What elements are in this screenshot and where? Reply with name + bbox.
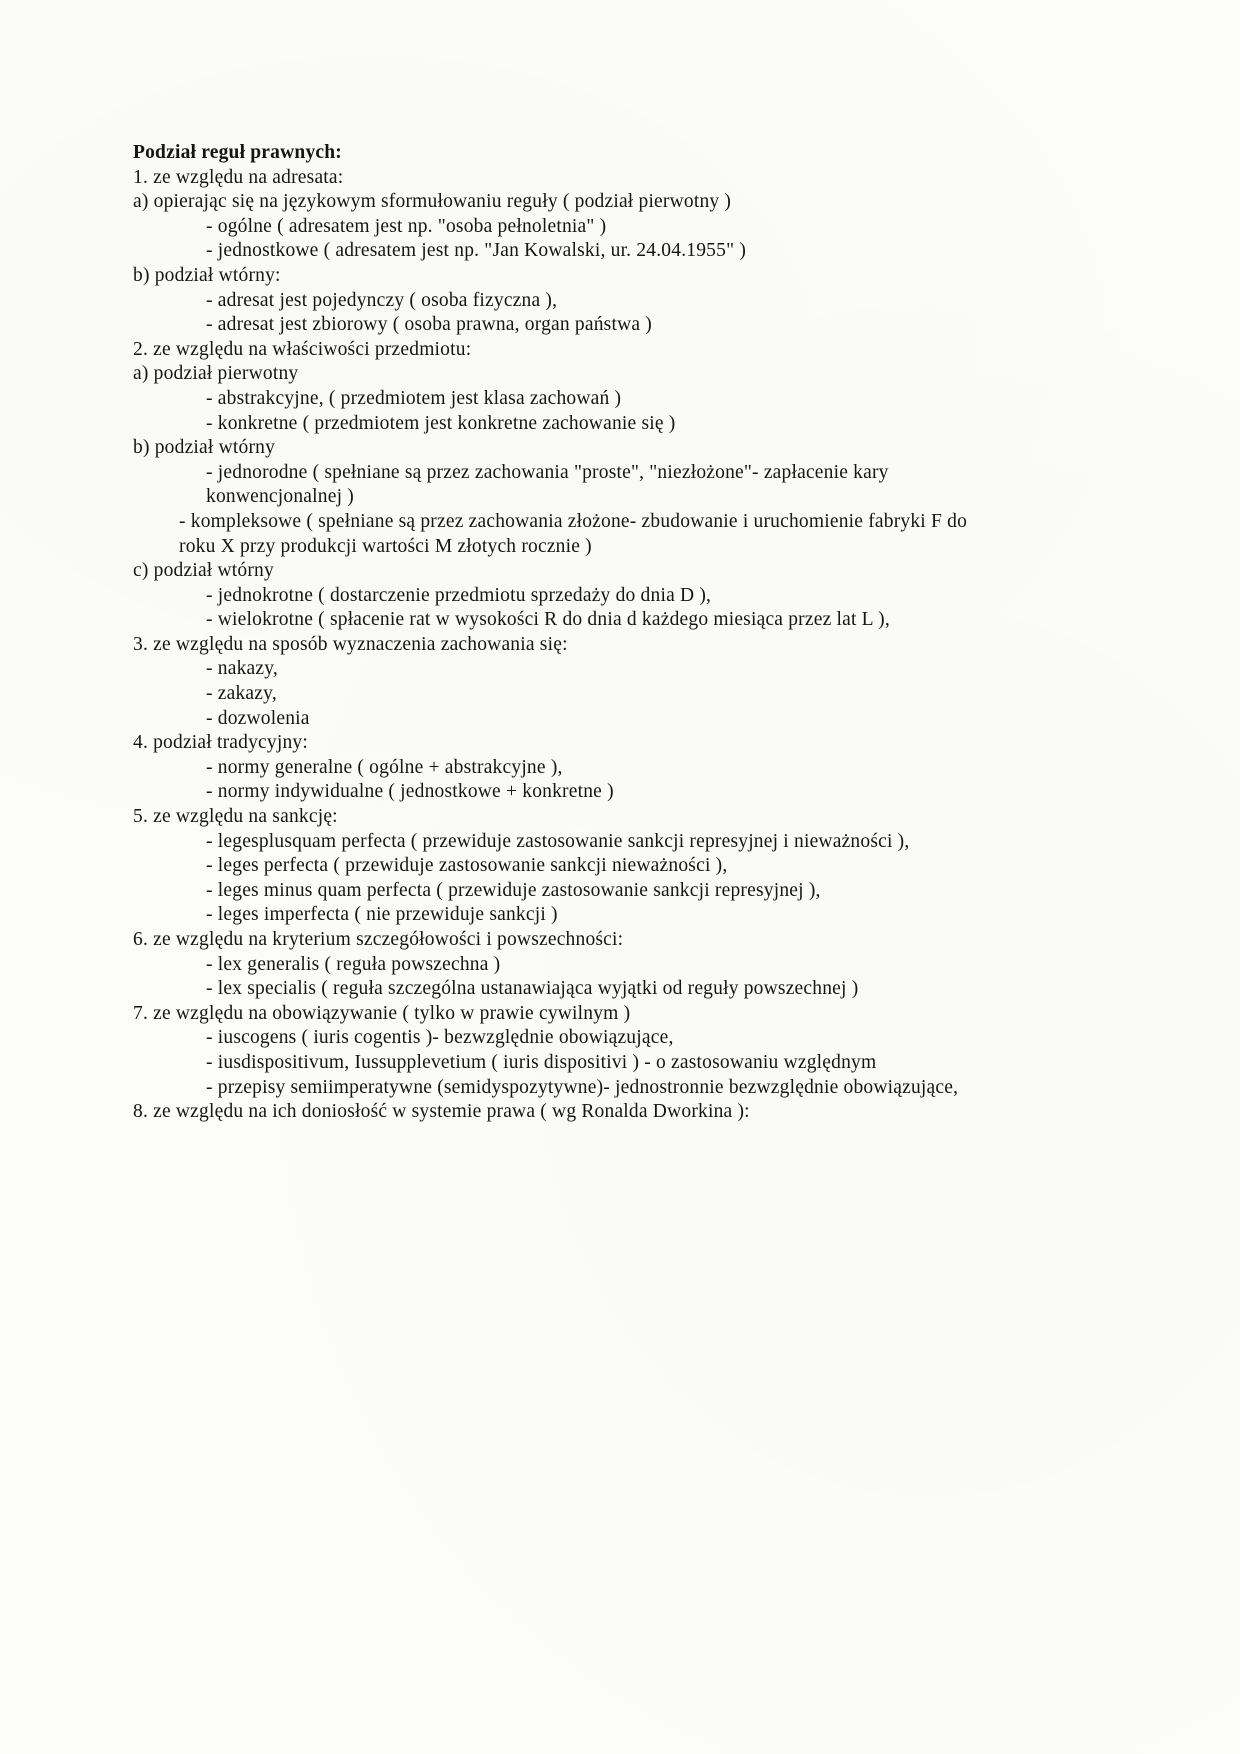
- document-line: - konkretne ( przedmiotem jest konkretne zachowanie się ): [206, 412, 676, 434]
- document-line: - leges minus quam perfecta ( przewiduje zastosowanie sankcji represyjnej ),: [206, 879, 821, 901]
- document-line: - iusdispositivum, Iussupplevetium ( iuris dispositivi ) - o zastosowaniu względnym: [206, 1051, 877, 1073]
- document-line: - adresat jest pojedynczy ( osoba fizyczna ),: [206, 289, 558, 311]
- document-line: - ogólne ( adresatem jest np. "osoba pełnoletnia" ): [206, 215, 607, 237]
- document-lines: [133, 166, 1173, 1125]
- document-line: c) podział wtórny: [133, 560, 274, 582]
- document-line: 3. ze względu na sposób wyznaczenia zachowania się:: [133, 633, 568, 655]
- document-line: - kompleksowe ( spełniane są przez zachowania złożone- zbudowanie i uruchomienie fabryki F do: [179, 510, 968, 532]
- document-line: - abstrakcyjne, ( przedmiotem jest klasa zachowań ): [206, 387, 622, 409]
- document-line: b) podział wtórny: [133, 437, 276, 459]
- document-line: 7. ze względu na obowiązywanie ( tylko w prawie cywilnym ): [133, 1002, 631, 1024]
- document-line: 1. ze względu na adresata:: [133, 166, 344, 188]
- document-line: konwencjonalnej ): [206, 486, 354, 508]
- document-line: a) podział pierwotny: [133, 363, 299, 385]
- document-line: 2. ze względu na właściwości przedmiotu:: [133, 338, 472, 360]
- document-line: - normy generalne ( ogólne + abstrakcyjne ),: [206, 756, 563, 778]
- document-line: - jednokrotne ( dostarczenie przedmiotu sprzedaży do dnia D ),: [206, 584, 712, 606]
- document-line: 5. ze względu na sankcję:: [133, 806, 338, 828]
- document-line: - wielokrotne ( spłacenie rat w wysokości R do dnia d każdego miesiąca przez lat L ),: [206, 609, 890, 631]
- document-line: - leges perfecta ( przewiduje zastosowanie sankcji nieważności ),: [206, 855, 728, 877]
- document-line: b) podział wtórny:: [133, 264, 281, 286]
- document-line: - iuscogens ( iuris cogentis )- bezwzględnie obowiązujące,: [206, 1027, 674, 1049]
- document-line: - lex generalis ( reguła powszechna ): [206, 953, 501, 975]
- document-line: - normy indywidualne ( jednostkowe + konkretne ): [206, 781, 614, 803]
- document-line: a) opierając się na językowym sformułowaniu reguły ( podział pierwotny ): [133, 191, 732, 213]
- document-line: - zakazy,: [206, 683, 277, 705]
- document-line: 8. ze względu na ich doniosłość w systemie prawa ( wg Ronalda Dworkina ):: [133, 1101, 750, 1123]
- document-line: - lex specialis ( reguła szczególna ustanawiająca wyjątki od reguły powszechnej ): [206, 978, 859, 1000]
- document-line: 6. ze względu na kryterium szczegółowości i powszechności:: [133, 929, 624, 950]
- document-line: roku X przy produkcji wartości M złotych rocznie ): [179, 535, 592, 557]
- document-line: - leges imperfecta ( nie przewiduje sankcji ): [206, 904, 558, 926]
- document-line: - legesplusquam perfecta ( przewiduje zastosowanie sankcji represyjnej i nieważności ),: [206, 830, 910, 852]
- document-line: - nakazy,: [206, 658, 278, 680]
- document-line: - jednostkowe ( adresatem jest np. "Jan Kowalski, ur. 24.04.1955" ): [206, 240, 747, 262]
- document-text-block: [133, 141, 1173, 1125]
- document-line: - adresat jest zbiorowy ( osoba prawna, organ państwa ): [206, 314, 652, 336]
- document-line: - przepisy semiimperatywne (semidyspozytywne)- jednostronnie bezwzględnie obowiązujące,: [206, 1076, 959, 1098]
- document-heading: Podział reguł prawnych:: [133, 142, 342, 163]
- document-line: - dozwolenia: [206, 707, 310, 729]
- document-line: - jednorodne ( spełniane są przez zachowania "proste", "niezłożone"- zapłacenie kary: [206, 461, 889, 483]
- document-line: 4. podział tradycyjny:: [133, 732, 308, 754]
